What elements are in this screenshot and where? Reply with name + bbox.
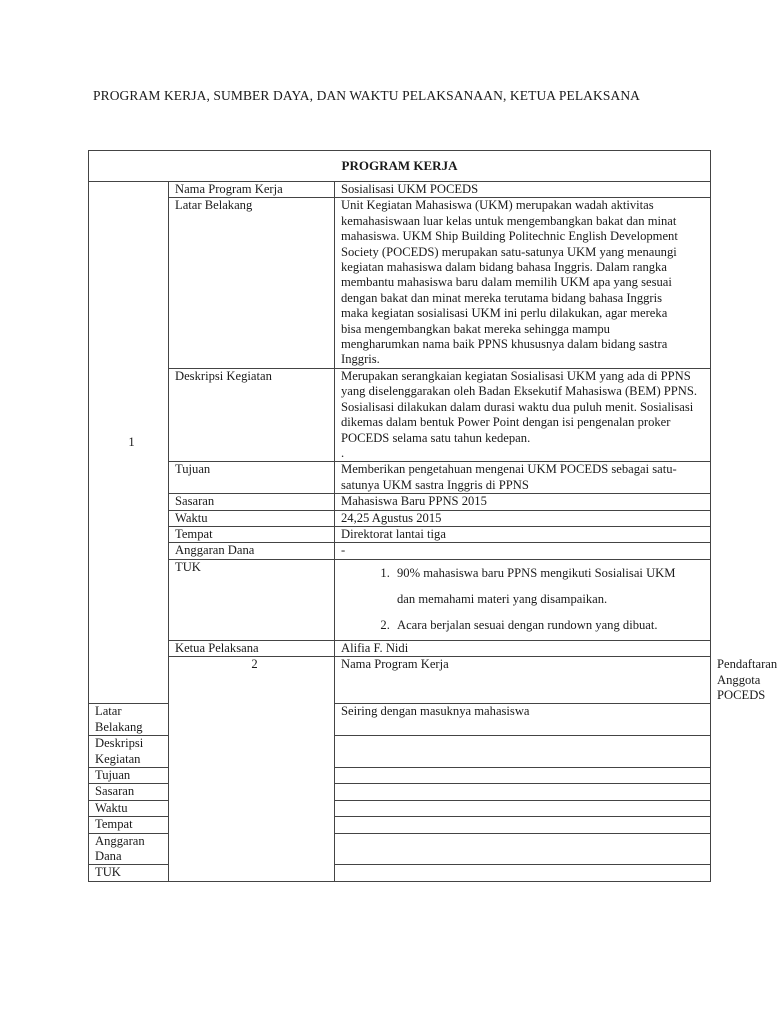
row-value [335,768,711,784]
row-label: Latar Belakang [89,704,169,736]
table-row [89,510,711,526]
row-value [335,559,711,640]
table-row [89,368,711,461]
row-label: Ketua Pelaksana [169,640,335,656]
list-item: 1. 90% mahasiswa baru PPNS mengikuti Sosialisai UKM dan memahami materi yang disampaikan. [393,560,696,612]
row-value: Direktorat lantai tiga [335,526,711,542]
table-row [89,494,711,510]
deskripsi-tail: . [341,445,345,460]
row-value [335,833,711,865]
row-value [335,865,711,881]
table-title: PROGRAM KERJA [89,151,711,182]
row-value: Unit Kegiatan Mahasiswa (UKM) merupakan wadah aktivitas kemahasiswaan luar kelas untuk mengembangkan bakat dan minat mahasiswa. UKM Ship Building Politechnic English Development Society (POCEDS) merupakan satu-satunya UKM yang menaungi kegiatan mahasiswa dalam bidang bahasa Inggris. Dalam rangka membantu mahasiswa baru dalam memilih UKM apa yang sesuai dengan bakat dan minat mereka terutama bidang bahasa Inggris maka kegiatan sosialisasi UKM ini perlu dilakukan, agar mereka bisa mengembangkan bakat mereka sehingga mampu mengharumkan nama baik PPNS khususnya dalam bidang sastra Inggris. [335,198,711,368]
row-label: Anggaran Dana [89,833,169,865]
table-row [89,543,711,559]
program-number: 1 [89,182,169,704]
table-row [89,182,711,198]
row-label: Nama Program Kerja [169,182,335,198]
row-label: Sasaran [169,494,335,510]
row-label: Deskripsi Kegiatan [89,736,169,768]
row-label: Tujuan [169,462,335,494]
table-row [89,198,711,368]
table-row [89,526,711,542]
row-label: TUK [169,559,335,640]
row-label: Nama Program Kerja [335,657,711,704]
row-label: Sasaran [89,784,169,800]
program-number: 2 [169,657,335,882]
deskripsi-text: Merupakan serangkaian kegiatan Sosialisasi UKM yang ada di PPNS yang diselenggarakan oleh Badan Eksekutif Mahasiswa (BEM) PPNS. Sosialisasi dilakukan dalam durasi waktu dua puluh menit. Sosialisasi dikemas dalam bentuk Power Point dengan isi pengenalan proker POCEDS selama satu tahun kedepan. [341,368,698,445]
row-label: Tempat [169,526,335,542]
tuk-list [341,560,696,638]
row-value: Mahasiswa Baru PPNS 2015 [335,494,711,510]
row-value: Memberikan pengetahuan mengenai UKM POCEDS sebagai satu-satunya UKM sastra Inggris di PPNS [335,462,711,494]
row-label: Latar Belakang [169,198,335,368]
row-value [335,736,711,768]
row-label: Waktu [169,510,335,526]
row-value: 24,25 Agustus 2015 [335,510,711,526]
table-row [89,640,711,656]
document-heading: PROGRAM KERJA, SUMBER DAYA, DAN WAKTU PELAKSANAAN, KETUA PELAKSANA [93,88,641,103]
row-value: Sosialisasi UKM POCEDS [335,182,711,198]
list-item: 2. Acara berjalan sesuai dengan rundown yang dibuat. [393,612,696,638]
table-row: 2 Nama Program Kerja Pendaftaran Anggota POCEDS [89,657,711,704]
row-value [335,368,711,461]
table-row [89,559,711,640]
row-value [335,800,711,816]
row-value: Alifia F. Nidi [335,640,711,656]
row-label: Waktu [89,800,169,816]
program-kerja-table [88,150,777,882]
row-label: Deskripsi Kegiatan [169,368,335,461]
row-value [335,784,711,800]
row-label: TUK [89,865,169,881]
row-value [335,817,711,833]
row-label: Anggaran Dana [169,543,335,559]
row-value: - [335,543,711,559]
row-value: Seiring dengan masuknya mahasiswa [335,704,711,736]
row-label: Tujuan [89,768,169,784]
table-row [89,462,711,494]
row-label: Tempat [89,817,169,833]
table-header-row [89,151,711,182]
